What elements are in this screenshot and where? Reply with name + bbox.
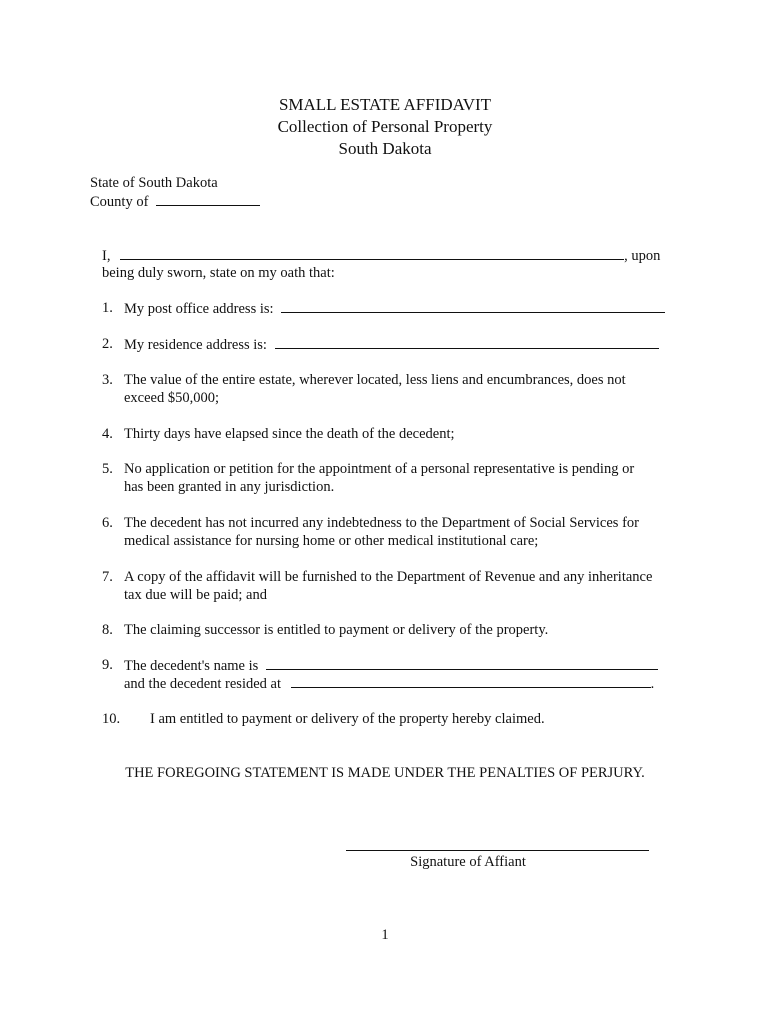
item-text: My post office address is: [124,301,274,317]
item-number: 5. [102,461,113,477]
signature-line[interactable] [346,850,649,851]
item-number: 10. [102,711,121,727]
item-text: A copy of the affidavit will be furnished to the Department of Revenue and any inheritance [124,569,653,585]
item-text: No application or petition for the appointment of a personal representative is pending or [124,461,635,477]
post-office-address-blank[interactable] [281,299,665,313]
document-state-heading: South Dakota [338,139,432,158]
item-number: 4. [102,426,113,442]
item-number: 3. [102,372,113,388]
item-text: The decedent's name is [124,658,259,674]
decedent-name-blank[interactable] [266,656,658,670]
item-text: My residence address is: [124,337,267,353]
signature-label: Signature of Affiant [410,854,526,870]
item-number: 9. [102,657,113,673]
item-number: 8. [102,622,113,638]
item-text: Thirty days have elapsed since the death of the decedent; [124,426,455,442]
item-decedent-residence [124,674,654,693]
venue-state: State of South Dakota [90,175,218,191]
item-post-office-address [124,299,665,318]
perjury-statement: THE FOREGOING STATEMENT IS MADE UNDER THE PENALTIES OF PERJURY. [125,765,645,781]
venue-county [90,192,260,211]
item-number: 6. [102,515,113,531]
page-number: 1 [381,927,389,943]
document-title: SMALL ESTATE AFFIDAVIT [278,95,492,114]
decedent-residence-blank[interactable] [291,674,651,688]
affiant-prefix: I, [102,248,111,264]
item-residence-address [124,335,659,354]
item-number: 7. [102,569,113,585]
affiant-name-line [102,246,660,265]
item-text: medical assistance for nursing home or other medical institutional care; [124,533,539,549]
item-period: . [650,676,655,692]
item-number: 1. [102,300,113,316]
item-text: and the decedent resided at [124,676,282,692]
oath-line: being duly sworn, state on my oath that: [102,265,335,281]
document-subtitle: Collection of Personal Property [277,117,493,136]
item-text: The value of the entire estate, wherever located, less liens and encumbrances, does not [124,372,626,388]
item-text: exceed $50,000; [124,390,220,406]
affiant-name-blank[interactable] [120,246,624,260]
item-text: I am entitled to payment or delivery of the property hereby claimed. [150,711,545,727]
item-decedent-name [124,656,658,675]
item-text: The decedent has not incurred any indebtedness to the Department of Social Services for [124,515,639,531]
county-label: County of [90,194,149,210]
item-text: has been granted in any jurisdiction. [124,479,335,495]
item-text: The claiming successor is entitled to payment or delivery of the property. [124,622,549,638]
affiant-suffix: , upon [624,248,661,264]
residence-address-blank[interactable] [275,335,659,349]
county-blank[interactable] [156,192,260,206]
item-number: 2. [102,336,113,352]
item-text: tax due will be paid; and [124,587,267,603]
